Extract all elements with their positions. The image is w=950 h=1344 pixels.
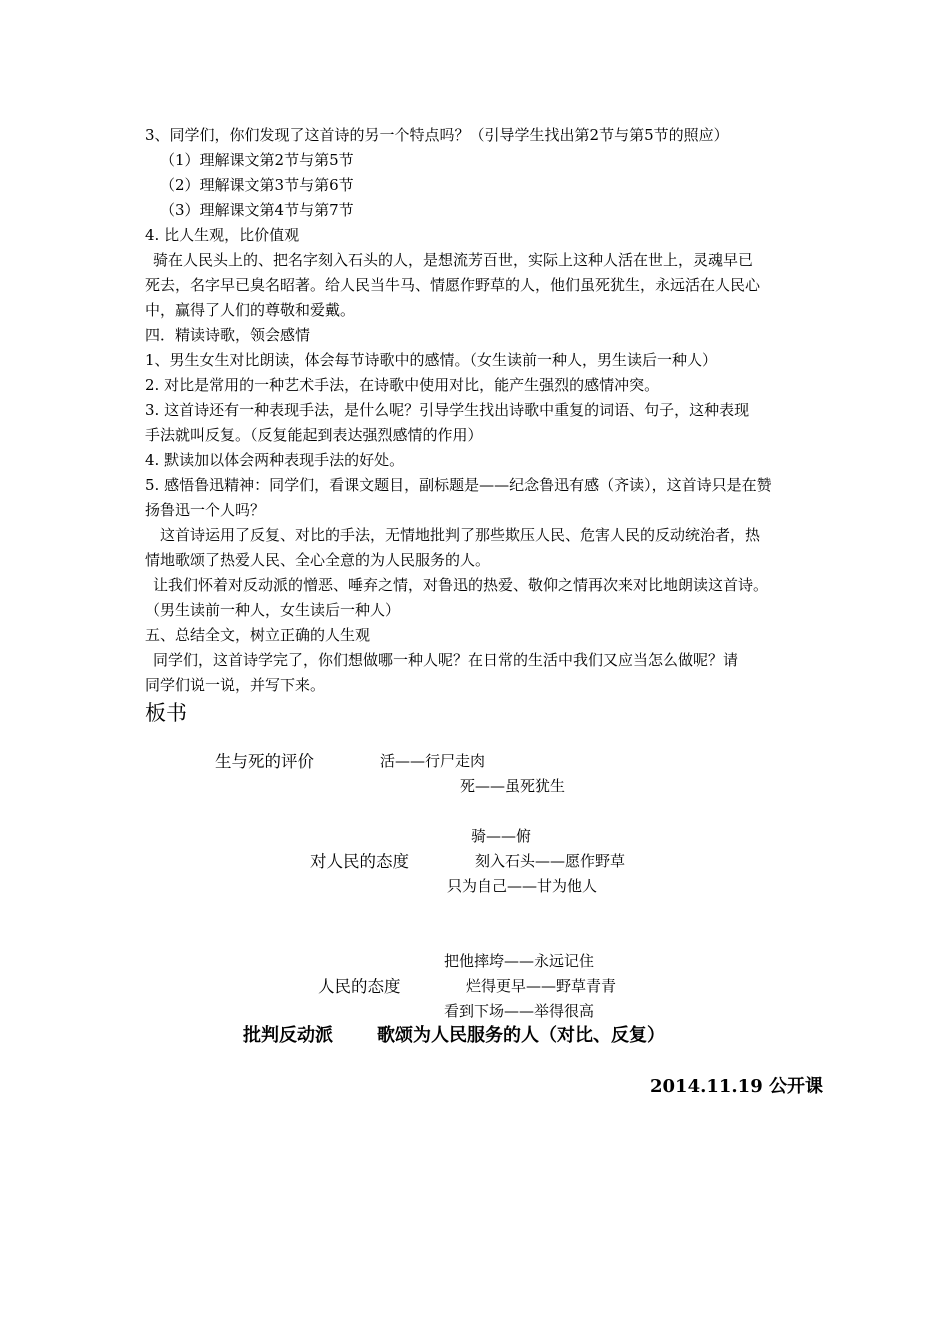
board-people-label: 对人民的态度 (310, 852, 409, 871)
text-line: 四．精读诗歌，领会感情 (145, 326, 311, 344)
text-line: 五、总结全文，树立正确的人生观 (145, 626, 371, 644)
text-line: 4. 默读加以体会两种表现手法的好处。 (145, 451, 405, 469)
text-line: （1）理解课文第2节与第5节 (160, 151, 354, 169)
text-line: 4. 比人生观，比价值观 (145, 226, 300, 244)
board-ppl-item: 烂得更早——野草青青 (466, 977, 617, 995)
board-people-item: 只为自己——甘为他人 (447, 877, 598, 895)
date-label: 2014.11.19 公开课 (650, 1076, 823, 1097)
text-line: 手法就叫反复。（反复能起到表达强烈感情的作用） (145, 426, 483, 444)
board-ppl-item: 把他摔垮——永远记住 (444, 952, 595, 970)
text-line: 情地歌颂了热爱人民、全心全意的为人民服务的人。 (145, 551, 491, 569)
text-line: 让我们怀着对反动派的憎恶、唾弃之情，对鲁迅的热爱、敬仰之情再次来对比地朗读这首诗。 (153, 576, 769, 594)
text-line: （2）理解课文第3节与第6节 (160, 176, 354, 194)
board-summary-right: 歌颂为人民服务的人（对比、反复） (377, 1025, 665, 1046)
board-life-item: 死——虽死犹生 (460, 777, 566, 795)
board-summary-left: 批判反动派 (243, 1025, 333, 1046)
text-line: 同学们说一说，并写下来。 (145, 676, 326, 694)
text-line: 扬鲁迅一个人吗？ (145, 501, 266, 519)
text-line: 3、同学们，你们发现了这首诗的另一个特点吗？（引导学生找出第2节与第5节的照应） (145, 126, 729, 144)
text-line: 骑在人民头上的、把名字刻入石头的人，是想流芳百世，实际上这种人活在世上，灵魂早已 (153, 251, 754, 269)
text-line: 死去，名字早已臭名昭著。给人民当牛马、情愿作野草的人，他们虽死犹生，永远活在人民心 (145, 276, 761, 294)
board-ppl-label: 人民的态度 (318, 977, 401, 996)
board-life-label: 生与死的评价 (215, 752, 314, 771)
text-line: 同学们，这首诗学完了，你们想做哪一种人呢？在日常的生活中我们又应当怎么做呢？请 (153, 651, 739, 669)
board-heading: 板书 (145, 701, 187, 725)
text-line: 1、男生女生对比朗读，体会每节诗歌中的感情。（女生读前一种人，男生读后一种人） (145, 351, 718, 369)
text-line: （男生读前一种人，女生读后一种人） (145, 601, 401, 619)
board-people-item: 刻入石头——愿作野草 (475, 852, 626, 870)
text-line: 5. 感悟鲁迅精神：同学们，看课文题目，副标题是——纪念鲁迅有感（齐读），这首诗只是在赞 (145, 476, 772, 494)
text-line: 这首诗运用了反复、对比的手法，无情地批判了那些欺压人民、危害人民的反动统治者，热 (160, 526, 761, 544)
text-line: 3. 这首诗还有一种表现手法，是什么呢？引导学生找出诗歌中重复的词语、句子，这种表现 (145, 401, 750, 419)
text-line: （3）理解课文第4节与第7节 (160, 201, 354, 219)
board-people-item: 骑——俯 (471, 827, 532, 845)
board-ppl-item: 看到下场——举得很高 (444, 1002, 595, 1020)
text-line: 中，赢得了人们的尊敬和爱戴。 (145, 301, 356, 319)
board-life-item: 活——行尸走肉 (380, 752, 486, 770)
text-line: 2. 对比是常用的一种艺术手法，在诗歌中使用对比，能产生强烈的感情冲突。 (145, 376, 660, 394)
